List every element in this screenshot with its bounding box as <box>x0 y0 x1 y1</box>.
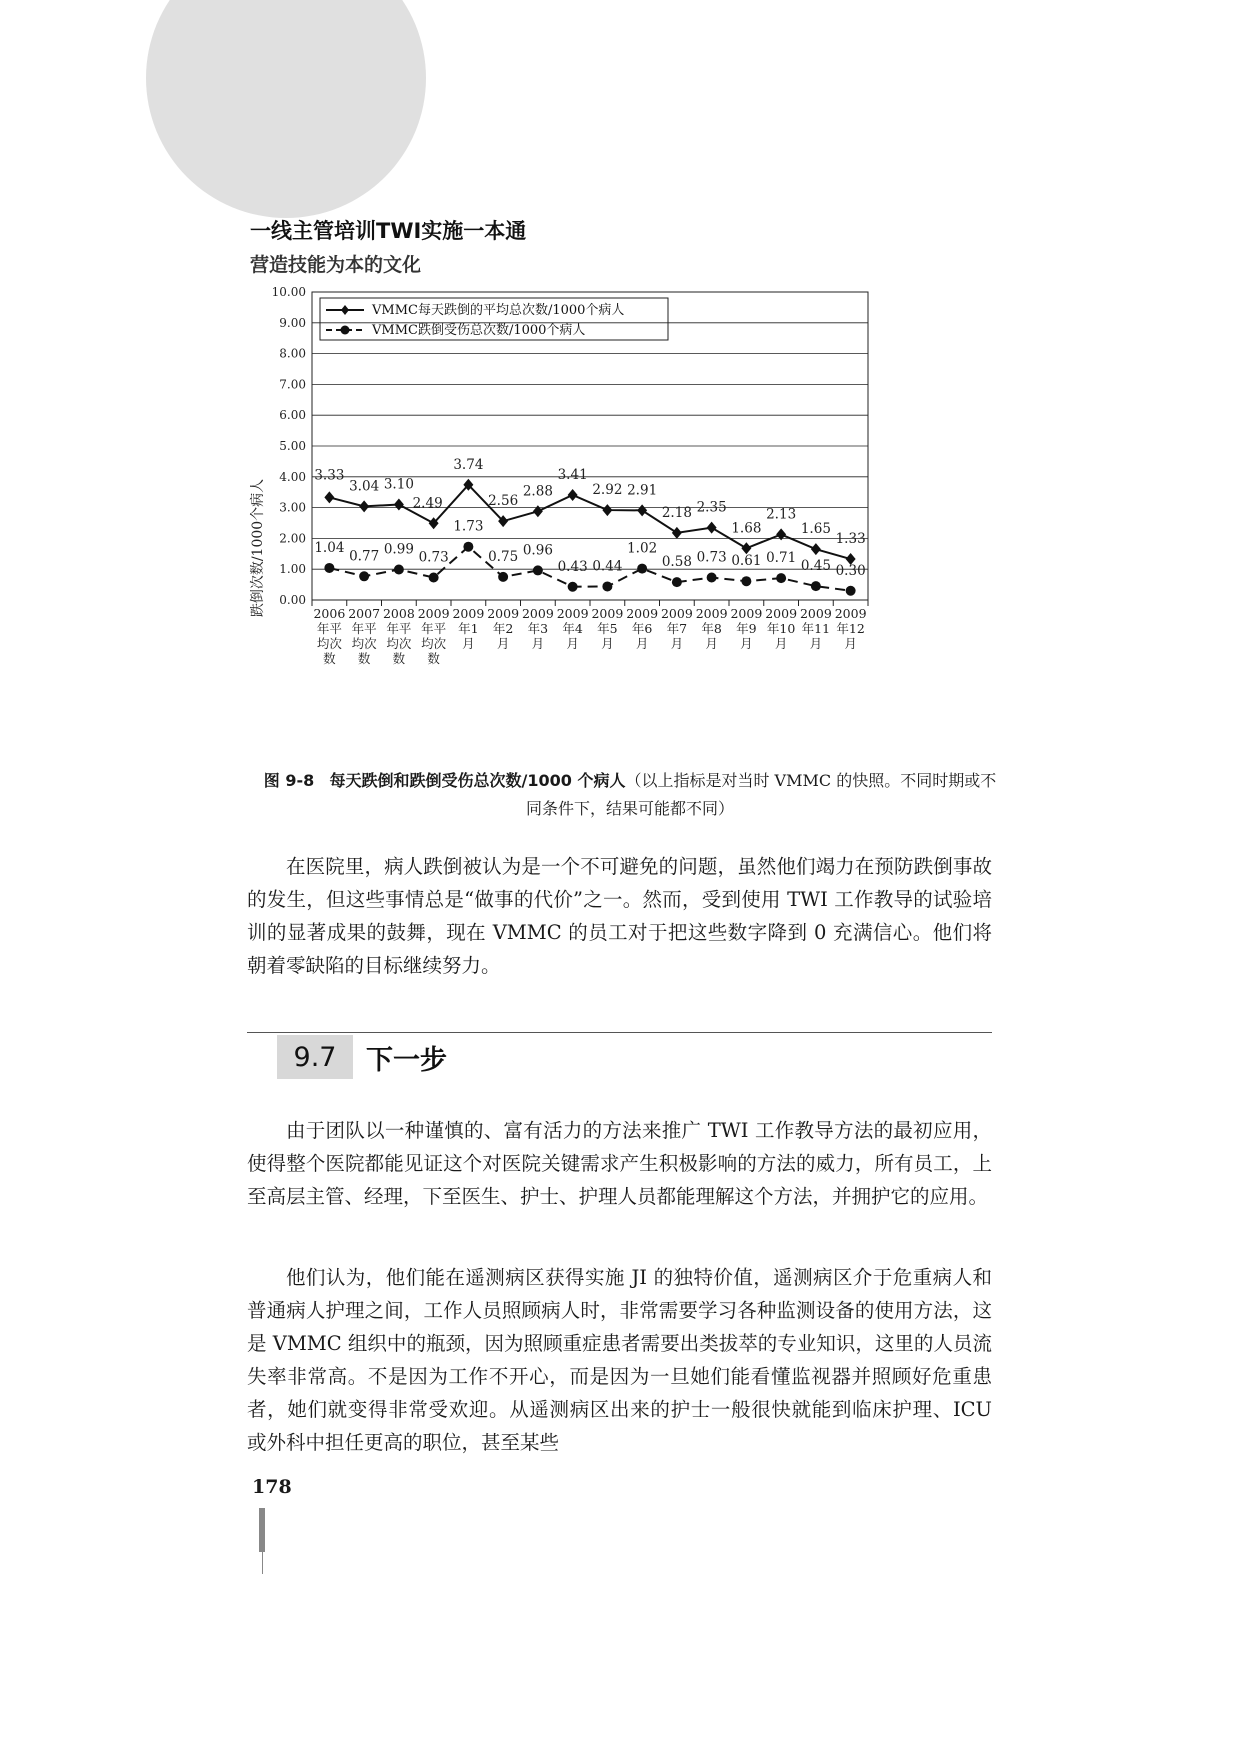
x-tick-label-line: 年9 <box>736 621 757 636</box>
x-tick-label-line: 2009 <box>556 606 589 621</box>
figure-title: 每天跌倒和跌倒受伤总次数/1000 个病人 <box>329 771 626 790</box>
data-label: 1.33 <box>835 531 866 548</box>
x-tick-label <box>730 606 762 651</box>
page-marker-line <box>262 1552 263 1574</box>
figure-label: 图 9-8 <box>263 771 315 790</box>
data-label: 3.10 <box>383 476 414 493</box>
legend-entry-2: VMMC跌倒受伤总次数/1000个病人 <box>372 323 586 338</box>
y-axis-label: 跌倒次数/1000个病人 <box>250 478 266 618</box>
falls-chart <box>240 285 1000 750</box>
y-tick-label: 1.00 <box>279 562 306 577</box>
series-2-circle-marker <box>533 565 543 575</box>
chapter-subtitle: 营造技能为本的文化 <box>250 254 422 276</box>
series-2-circle-marker <box>359 571 369 581</box>
data-label: 0.58 <box>661 554 692 571</box>
data-label: 3.04 <box>349 478 380 495</box>
x-tick-label <box>800 606 832 651</box>
x-tick-label <box>557 606 589 651</box>
x-tick-label-line: 月 <box>601 636 614 651</box>
page-marker-bar <box>259 1508 265 1552</box>
x-tick-label-line: 数 <box>357 651 371 666</box>
x-tick-label <box>313 606 345 666</box>
data-label: 1.02 <box>627 540 658 557</box>
x-tick-label-line: 月 <box>844 636 857 651</box>
data-label: 2.91 <box>627 482 658 499</box>
y-tick-label: 9.00 <box>279 315 306 330</box>
data-label: 2.92 <box>592 482 623 499</box>
paragraph-telemetry: 他们认为，他们能在遥测病区获得实施 JI 的独特价值，遥测病区介于危重病人和普通病人护理之间，工作人员照顾病人时，非常需要学习各种监测设备的使用方法，这是 VMMC 组织中的瓶颈，因为照顾重症患者需要出类拔萃的专业知识，这里的人员流失率非常高。不是因为工作不开心，而是因为一旦她们能看懂监视器并照顾好危重患者，她们就变得非常受欢迎。从遥测病区出来的护士一般很快就能到临床护理、ICU 或外科中担任更高的职位，甚至某些 <box>247 1266 992 1454</box>
data-label: 0.75 <box>488 548 519 565</box>
x-tick-label-line: 月 <box>566 636 579 651</box>
data-label: 3.41 <box>557 466 588 483</box>
data-label: 0.44 <box>592 558 623 575</box>
data-label: 2.49 <box>412 495 443 512</box>
paragraph-rollout: 由于团队以一种谨慎的、富有活力的方法来推广 TWI 工作教导方法的最初应用，使得整个医院都能见证这个对医院关键需求产生积极影响的方法的威力，所有员工，上至高层主管、经理，下至医生、护士、护理人员都能理解这个方法，并拥护它的应用。 <box>247 1119 992 1208</box>
x-tick-label-line: 均次 <box>351 636 377 651</box>
x-tick-label-line: 2009 <box>765 606 798 621</box>
x-tick-label-line: 年平 <box>421 621 447 636</box>
x-tick-label <box>626 606 658 651</box>
figure-caption <box>260 767 1000 823</box>
y-tick-label: 6.00 <box>279 408 306 423</box>
data-label: 0.45 <box>800 558 831 575</box>
series-2-circle-marker <box>637 564 647 574</box>
figure-note: （以上指标是对当时 VMMC 的快照。不同时期或不同条件下，结果可能都不同） <box>525 771 997 818</box>
series-1-diamond-marker <box>602 504 612 516</box>
y-tick-label: 7.00 <box>279 377 306 392</box>
x-tick-label-line: 年2 <box>492 621 514 636</box>
x-tick-label-line: 年4 <box>562 621 583 636</box>
data-label: 0.71 <box>766 550 797 567</box>
y-tick-label: 10.00 <box>271 285 306 299</box>
data-label: 0.73 <box>696 549 727 566</box>
series-2-circle-marker <box>602 581 612 591</box>
x-tick-label-line: 2009 <box>799 606 832 621</box>
x-tick-label <box>348 606 380 666</box>
x-tick-label-line: 数 <box>392 651 406 666</box>
y-tick-label: 0.00 <box>279 593 306 607</box>
x-tick-label-line: 年7 <box>666 621 688 636</box>
data-label: 0.30 <box>835 562 866 579</box>
x-tick-label <box>835 606 867 651</box>
data-label: 3.74 <box>453 456 484 473</box>
x-tick-label <box>591 606 623 651</box>
x-tick-label-line: 2006 <box>313 606 346 621</box>
x-tick-label-line: 2009 <box>452 606 485 621</box>
series-2-circle-marker <box>394 565 404 575</box>
legend-circle-marker <box>341 326 350 335</box>
series-2-circle-marker <box>811 581 821 591</box>
x-tick-label-line: 2009 <box>730 606 763 621</box>
falls-chart-svg <box>240 285 1000 750</box>
series-1-diamond-marker <box>394 499 404 511</box>
x-tick-label-line: 月 <box>705 636 718 651</box>
data-label: 2.35 <box>696 499 727 516</box>
y-tick-label: 2.00 <box>279 531 306 546</box>
legend-entry-1: VMMC每天跌倒的平均总次数/1000个病人 <box>372 303 625 318</box>
series-2-circle-marker <box>324 563 334 573</box>
section-rule <box>247 1032 992 1033</box>
x-tick-label-line: 年平 <box>386 621 412 636</box>
x-tick-label <box>661 606 693 651</box>
y-tick-label: 8.00 <box>279 346 306 361</box>
series-1-diamond-marker <box>707 522 717 534</box>
legend-diamond-marker <box>341 305 349 315</box>
series-1-diamond-marker <box>533 505 543 517</box>
x-tick-label-line: 年平 <box>316 621 342 636</box>
data-label: 1.68 <box>731 520 762 537</box>
x-tick-label <box>696 606 728 651</box>
x-tick-label-line: 均次 <box>421 636 447 651</box>
x-tick-label-line: 均次 <box>386 636 412 651</box>
data-label: 0.77 <box>349 548 380 565</box>
series-2-circle-marker <box>707 573 717 583</box>
data-label: 0.73 <box>418 549 449 566</box>
x-tick-label-line: 2009 <box>417 606 450 621</box>
series-2-circle-marker <box>776 573 786 583</box>
series-1-diamond-marker <box>811 543 821 555</box>
x-tick-label-line: 月 <box>774 636 788 651</box>
series-1-diamond-marker <box>324 491 334 503</box>
x-tick-label-line: 年12 <box>836 621 865 636</box>
section-title: 下一步 <box>366 1045 447 1076</box>
x-tick-label-line: 数 <box>323 651 336 666</box>
x-tick-label-line: 2009 <box>626 606 659 621</box>
series-2-circle-marker <box>429 573 439 583</box>
x-tick-label-line: 月 <box>670 636 684 651</box>
x-tick-label-line: 年6 <box>631 621 653 636</box>
data-label: 3.33 <box>314 467 345 484</box>
x-tick-label-line: 数 <box>427 651 440 666</box>
x-tick-label-line: 月 <box>531 636 545 651</box>
x-tick-label-line: 2009 <box>660 606 693 621</box>
series-2-circle-marker <box>498 572 508 582</box>
data-label: 2.56 <box>488 493 519 510</box>
x-tick-label-line: 年8 <box>701 621 722 636</box>
header-decoration-circle <box>146 0 426 218</box>
data-label: 2.18 <box>661 504 692 521</box>
series-1-diamond-marker <box>359 500 369 512</box>
x-tick-label-line: 年1 <box>458 621 479 636</box>
paragraph-falls-context: 在医院里，病人跌倒被认为是一个不可避免的问题，虽然他们竭力在预防跌倒事故的发生，但这些事情总是“做事的代价”之一。然而，受到使用 TWI 工作教导的试验培训的显著成果的鼓舞，现在 VMMC 的员工对于把这些数字降到 0 充满信心。他们将朝着零缺陷的目标继续努力。 <box>247 855 992 977</box>
x-tick-label-line: 2009 <box>521 606 554 621</box>
x-tick-label-line: 年3 <box>527 621 549 636</box>
x-tick-label <box>452 606 484 651</box>
data-label: 2.88 <box>522 483 553 500</box>
data-label: 0.61 <box>731 553 762 570</box>
y-tick-label: 5.00 <box>279 439 306 453</box>
book-title: 一线主管培训TWI实施一本通 <box>250 219 527 243</box>
series-1-diamond-marker <box>568 489 578 501</box>
x-tick-label-line: 月 <box>462 636 475 651</box>
x-tick-label <box>383 606 415 666</box>
series-2-circle-marker <box>463 542 473 552</box>
page-number: 178 <box>252 1476 292 1498</box>
x-tick-label-line: 2008 <box>382 606 415 621</box>
series-2-circle-marker <box>741 576 751 586</box>
data-label: 1.65 <box>800 521 831 538</box>
x-tick-label-line: 年11 <box>801 621 831 636</box>
series-1-diamond-marker <box>672 527 682 539</box>
x-tick-label-line: 月 <box>809 636 823 651</box>
x-tick-label-line: 2009 <box>487 606 520 621</box>
x-tick-label-line: 2009 <box>834 606 867 621</box>
x-tick-label <box>418 606 450 666</box>
section-number: 9.7 <box>277 1035 353 1079</box>
data-label: 0.99 <box>383 541 414 558</box>
x-tick-label-line: 2009 <box>695 606 728 621</box>
y-tick-label: 3.00 <box>279 500 306 515</box>
x-tick-label-line: 年平 <box>351 621 377 636</box>
x-tick-label <box>522 606 554 651</box>
y-tick-label: 4.00 <box>279 469 306 484</box>
data-label: 0.96 <box>522 542 553 559</box>
x-tick-label-line: 均次 <box>316 636 342 651</box>
x-tick-label-line: 月 <box>740 636 753 651</box>
x-tick-label <box>765 606 797 651</box>
series-2-circle-marker <box>568 582 578 592</box>
x-tick-label-line: 2009 <box>591 606 624 621</box>
data-label: 2.13 <box>766 506 797 523</box>
x-tick-label-line: 月 <box>635 636 649 651</box>
data-label: 1.04 <box>314 539 345 556</box>
x-tick-label <box>487 606 519 651</box>
series-1-diamond-marker <box>637 504 647 516</box>
series-2-circle-marker <box>672 577 682 587</box>
x-tick-label-line: 2007 <box>348 606 381 621</box>
x-tick-label-line: 年10 <box>766 621 796 636</box>
data-label: 1.73 <box>453 518 484 535</box>
x-tick-label-line: 年5 <box>597 621 618 636</box>
header-decoration-dot <box>196 226 248 278</box>
series-2-circle-marker <box>846 586 856 596</box>
x-tick-label-line: 月 <box>496 636 510 651</box>
data-label: 0.43 <box>557 558 588 575</box>
